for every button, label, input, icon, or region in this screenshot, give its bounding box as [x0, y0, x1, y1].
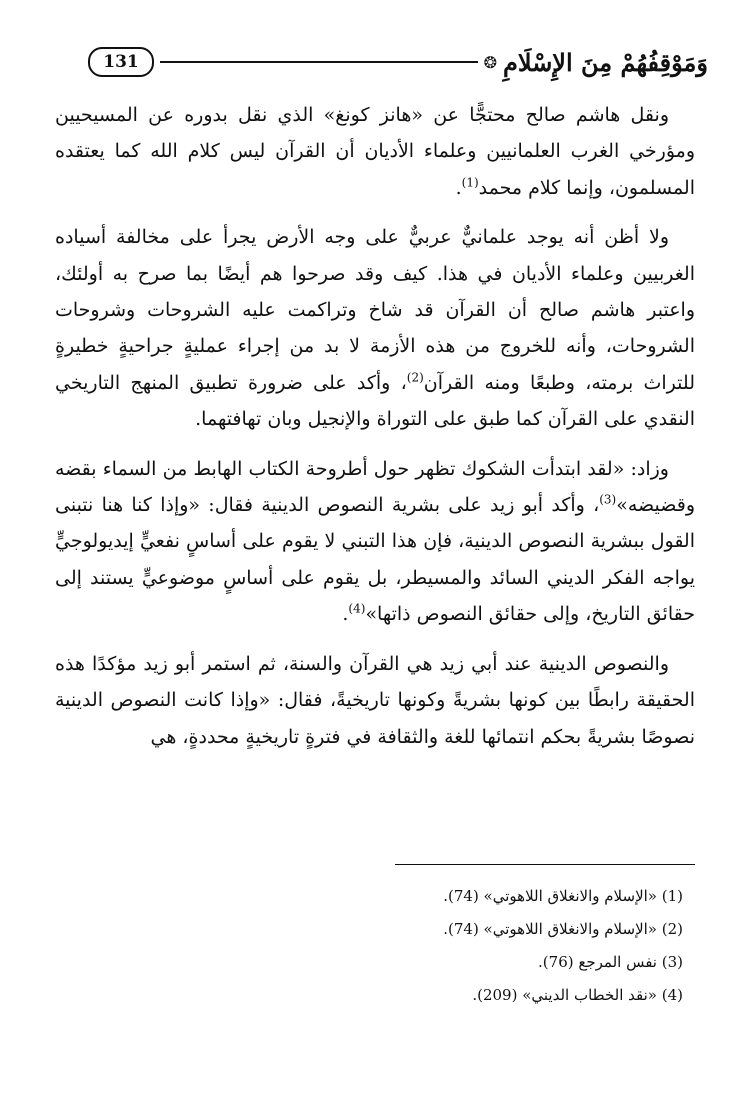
page-header — [88, 44, 708, 80]
footnote: (3) نفس المرجع (76). — [538, 953, 683, 971]
footnote-ref: (3) — [599, 492, 617, 507]
footnote-ref: (1) — [461, 175, 479, 190]
running-title: وَمَوْقِفُهُمْ مِنَ الإِسْلَامِ — [503, 47, 708, 77]
ornament-icon: ❂ — [483, 52, 498, 72]
paragraph: والنصوص الدينية عند أبي زيد هي القرآن والسنة، ثم استمر أبو زيد مؤكدًا هذه الحقيقة رابطًا بين كونها بشريةً وكونها تاريخيةً، فقال: «وإذا كانت النصوص الدينية نصوصًا بشريةً بحكم انتمائها للغة والثقافة في فترةٍ تاريخيةٍ محددةٍ، هي — [55, 652, 695, 748]
header-rule — [160, 61, 478, 63]
footnote-divider — [395, 864, 695, 865]
footnotes — [55, 880, 695, 1012]
footnote: (4) «نقد الخطاب الديني» (209). — [472, 986, 683, 1004]
footnote: (2) «الإسلام والانغلاق اللاهوتي» (74). — [443, 920, 683, 938]
footnote: (1) «الإسلام والانغلاق اللاهوتي» (74). — [443, 887, 683, 905]
page-number-badge: 131 — [88, 47, 154, 77]
paragraph: ونقل هاشم صالح محتجًّا عن «هانز كونغ» الذي نقل بدوره عن المسيحيين ومؤرخي الغرب العلمانيين وعلماء الأديان أن القرآن ليس كلام الله كما يعتقده المسلمون، وإنما كلام محمد$^{(1)}$. — [55, 104, 695, 199]
paragraph: ولا أظن أنه يوجد علمانيٌّ عربيٌّ على وجه الأرض يجرأ على مخالفة أسياده الغربيين وعلماء الأديان في هذا. كيف وقد صرحوا هم أيضًا بما صرح به أولئك، واعتبر هاشم صالح أن القرآن قد شاخ وتراكمت عليه الشروحات وشروحات الشروحات، وأنه للخروج من هذه الأزمة لا بد من إجراء عمليةٍ جراحيةٍ خطيرةٍ للتراث برمته، وطبعًا ومنه القرآن$^{(2)}$، وأكد على ضرورة تطبيق المنهج التاريخي النقدي على القرآن كما طبق على التوراة والإنجيل وبان تهافتهما. — [55, 226, 695, 431]
paragraph: وزاد: «لقد ابتدأت الشكوك تظهر حول أطروحة الكتاب الهابط من السماء بقضه وقضيضه»$^{(3)}$، وأكد أبو زيد على بشرية النصوص الدينية فقال: «وإذا كنا هنا نتبنى القول ببشرية النصوص الدينية، فإن هذا التبني لا يقوم على أساسٍ نفعيٍّ إيديولوجيٍّ يواجه الفكر الديني السائد والمسيطر، بل يقوم على أساسٍ موضوعيٍّ يستند إلى حقائق التاريخ، وإلى حقائق النصوص ذاتها»$^{(4)}$. — [55, 457, 695, 626]
body-text — [55, 97, 695, 768]
footnote-ref: (2) — [406, 370, 424, 385]
footnote-ref: (4) — [348, 601, 366, 616]
